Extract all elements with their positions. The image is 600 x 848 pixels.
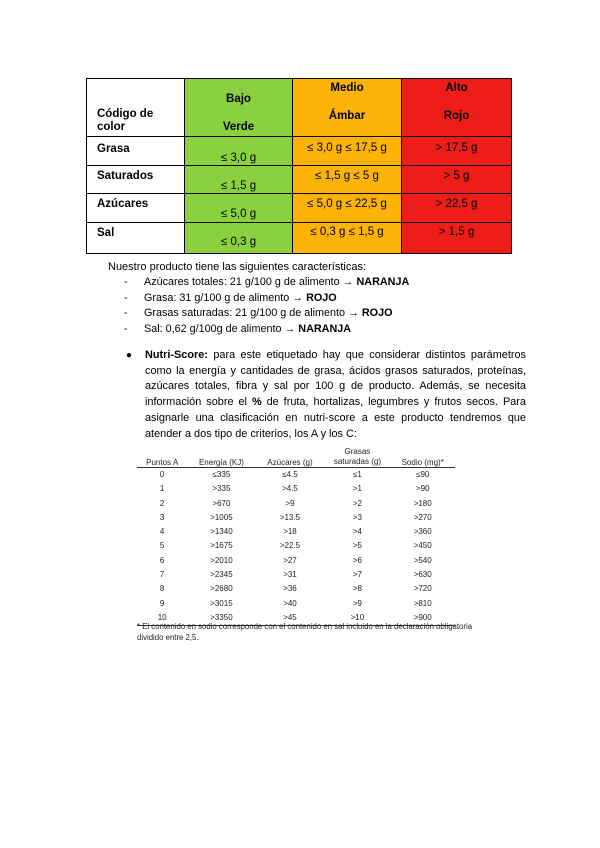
table-cell: >27 [283, 555, 297, 565]
table-cell: >1 [352, 484, 362, 494]
green-value: ≤ 0,3 g [221, 236, 257, 248]
table-cell: >900 [390, 611, 455, 626]
amber-value: ≤ 3,0 g ≤ 17,5 g [307, 142, 387, 154]
table-cell: >1675 [210, 541, 233, 551]
column-header: Energía (KJ) [187, 441, 255, 468]
table-cell: >360 [413, 527, 432, 537]
table-cell: 5 [159, 541, 165, 551]
table-row [137, 539, 455, 553]
table-cell: ≤4.5 [282, 470, 298, 479]
red-value: > 5 g [443, 170, 470, 182]
row-label: Sal [97, 227, 115, 239]
table-cell: >3350 [187, 611, 255, 626]
characteristics-intro: Nuestro producto tiene las siguientes características: [108, 261, 367, 273]
table-cell: 0 [159, 470, 165, 479]
red-value: > 17,5 g [435, 142, 478, 154]
table-cell: 10 [137, 611, 187, 626]
list-item: - Sal: 0,62 g/100g de alimento → NARANJA [124, 322, 352, 335]
amber-value: ≤ 1,5 g ≤ 5 g [315, 170, 379, 182]
table-cell: >9 [352, 598, 362, 608]
green-value: ≤ 1,5 g [221, 180, 257, 192]
table-cell: >36 [283, 584, 297, 594]
table-row [137, 554, 455, 568]
table-cell: >180 [413, 498, 432, 508]
table-cell: 9 [159, 598, 165, 608]
nutri-score-title: Nutri-Score: [145, 349, 208, 361]
table-cell: >3015 [210, 598, 233, 608]
table-cell: >5 [352, 541, 362, 551]
red-value: > 1,5 g [438, 226, 475, 238]
table-cell: ≤1 [353, 470, 362, 479]
table-cell: >4.5 [282, 484, 298, 494]
column-header: Puntos A [137, 441, 187, 468]
table-cell: >6 [352, 555, 362, 565]
table-cell: >670 [212, 498, 231, 508]
traffic-header-row [87, 79, 512, 137]
table-row [137, 597, 455, 611]
green-value: ≤ 5,0 g [221, 208, 257, 220]
table-cell: >810 [413, 598, 432, 608]
traffic-row [87, 166, 512, 194]
points-table-body [137, 468, 455, 626]
green-value: ≤ 3,0 g [221, 152, 257, 164]
amber-value: ≤ 0,3 g ≤ 1,5 g [310, 226, 384, 238]
table-cell: >3 [352, 512, 362, 522]
table-cell: ≤335 [212, 470, 231, 479]
table-cell: >2345 [210, 570, 233, 580]
table-row [137, 497, 455, 511]
table-row [137, 482, 455, 496]
table-cell: ≤90 [416, 470, 430, 479]
table-cell: >7 [352, 570, 362, 580]
table-cell: >630 [413, 570, 432, 580]
table-row [137, 468, 455, 483]
table-cell: 4 [159, 527, 165, 537]
row-label: Saturados [97, 170, 154, 182]
red-value: > 22,5 g [435, 198, 478, 210]
table-cell: >18 [283, 527, 297, 537]
color-code-header: Código de color [97, 108, 154, 133]
table-cell: >4 [352, 527, 362, 537]
amber-value: ≤ 5,0 g ≤ 22,5 g [307, 198, 387, 210]
table-cell: >540 [413, 555, 432, 565]
table-cell: 8 [159, 584, 165, 594]
table-row [137, 568, 455, 582]
amber-column-header: Medio Ámbar [293, 79, 402, 137]
table-cell: >22.5 [279, 541, 301, 551]
traffic-row [87, 194, 512, 223]
row-label: Grasa [97, 143, 130, 155]
table-cell: >13.5 [279, 512, 301, 522]
table-cell: >2 [352, 498, 362, 508]
table-cell: >335 [212, 484, 231, 494]
red-column-header: Alto Rojo [402, 79, 512, 137]
table-cell: >90 [415, 484, 430, 494]
list-item: - Grasas saturadas: 21 g/100 g de alimento → ROJO [124, 307, 393, 319]
table-cell: >720 [413, 584, 432, 594]
table-cell: >9 [285, 498, 295, 508]
table-cell: 3 [159, 512, 165, 522]
list-item: - Grasa: 31 g/100 g de alimento → ROJO [124, 291, 337, 304]
row-label: Azúcares [97, 198, 149, 210]
table-cell: 1 [159, 484, 165, 494]
column-header: Azúcares (g) [256, 441, 325, 468]
sodium-footnote: * El contenido en sodio corresponde con el contenido en sal incluido en la declaración obligatoria dividido entre 2,5. [137, 622, 473, 642]
points-a-table [137, 441, 455, 626]
table-cell: 7 [159, 570, 165, 580]
table-cell: >40 [283, 598, 297, 608]
table-cell: >8 [352, 584, 362, 594]
list-item: - Azúcares totales: 21 g/100 g de alimento → NARANJA [124, 276, 410, 288]
table-cell: 6 [159, 555, 165, 565]
table-cell: >45 [256, 611, 325, 626]
table-cell: >270 [413, 512, 432, 522]
table-cell: >1005 [210, 512, 233, 522]
green-column-header: Bajo Verde [185, 79, 293, 137]
traffic-row [87, 137, 512, 166]
table-cell: >31 [283, 570, 297, 580]
table-cell: >2010 [210, 555, 233, 565]
table-cell: >450 [413, 541, 432, 551]
table-row [137, 511, 455, 525]
points-header-row [137, 441, 455, 468]
bullet-icon: ● [126, 350, 133, 361]
table-cell: >2680 [210, 584, 233, 594]
table-cell: >1340 [210, 527, 233, 537]
nutri-score-paragraph: Nutri-Score: para este etiquetado hay que considerar distintos parámetros como la energía y cantidades de grasa, ácidos grasos saturados, proteínas, azúcares totales, fibra y sal por 100 g de producto. Además, se necesita información sobre el % de fruta, hortalizas, legumbres y frutos secos. Para asignarle una clasificación en nutri-score a este producto tendremos que atender a dos tipo de criterios, los A y los C: [145, 349, 526, 440]
characteristics-list [124, 276, 409, 338]
traffic-light-table [86, 78, 512, 254]
traffic-row [87, 223, 512, 254]
table-row [137, 582, 455, 596]
table-cell: >10 [324, 611, 390, 626]
column-header: Grasas saturadas (g) [324, 441, 390, 468]
column-header: Sodio (mg)* [390, 441, 455, 468]
table-row [137, 525, 455, 539]
table-cell: 2 [159, 498, 165, 508]
